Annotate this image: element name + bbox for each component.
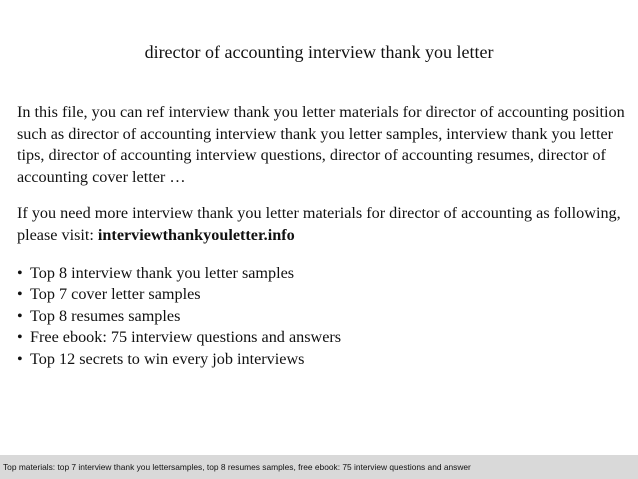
list-item-label: Top 8 resumes samples (30, 306, 181, 325)
bullet-icon: • (17, 306, 23, 325)
list-item (17, 263, 629, 285)
more-info-paragraph (17, 203, 629, 246)
list-item-label: Top 8 interview thank you letter samples (30, 263, 295, 282)
list-item (17, 327, 629, 349)
list-item-label: Top 7 cover letter samples (30, 285, 201, 304)
document-body (17, 102, 629, 371)
list-item (17, 306, 629, 328)
list-item (17, 349, 629, 371)
more-info-text: If you need more interview thank you letter materials for director of accounting as following, please visit: (17, 204, 621, 244)
website-link[interactable]: interviewthankyouletter.info (97, 225, 295, 244)
materials-list (17, 263, 629, 371)
list-item-label: Top 12 secrets to win every job interviews (30, 349, 305, 368)
list-item (17, 284, 629, 306)
list-item-label: Free ebook: 75 interview questions and answers (30, 328, 342, 347)
bullet-icon: • (17, 263, 23, 282)
intro-paragraph: In this file, you can ref interview thank you letter materials for director of accounting position such as director of accounting interview thank you letter samples, interview thank you letter tips, director of accounting interview questions, director of accounting resumes, director of accounting cover letter … (17, 103, 625, 186)
bullet-icon: • (17, 285, 23, 304)
document-title: director of accounting interview thank you letter (144, 42, 494, 62)
footer-bar: Top materials: top 7 interview thank you lettersamples, top 8 resumes samples, free ebook: 75 interview questions and answer (0, 455, 638, 479)
bullet-icon: • (17, 349, 23, 368)
bullet-icon: • (17, 328, 23, 347)
